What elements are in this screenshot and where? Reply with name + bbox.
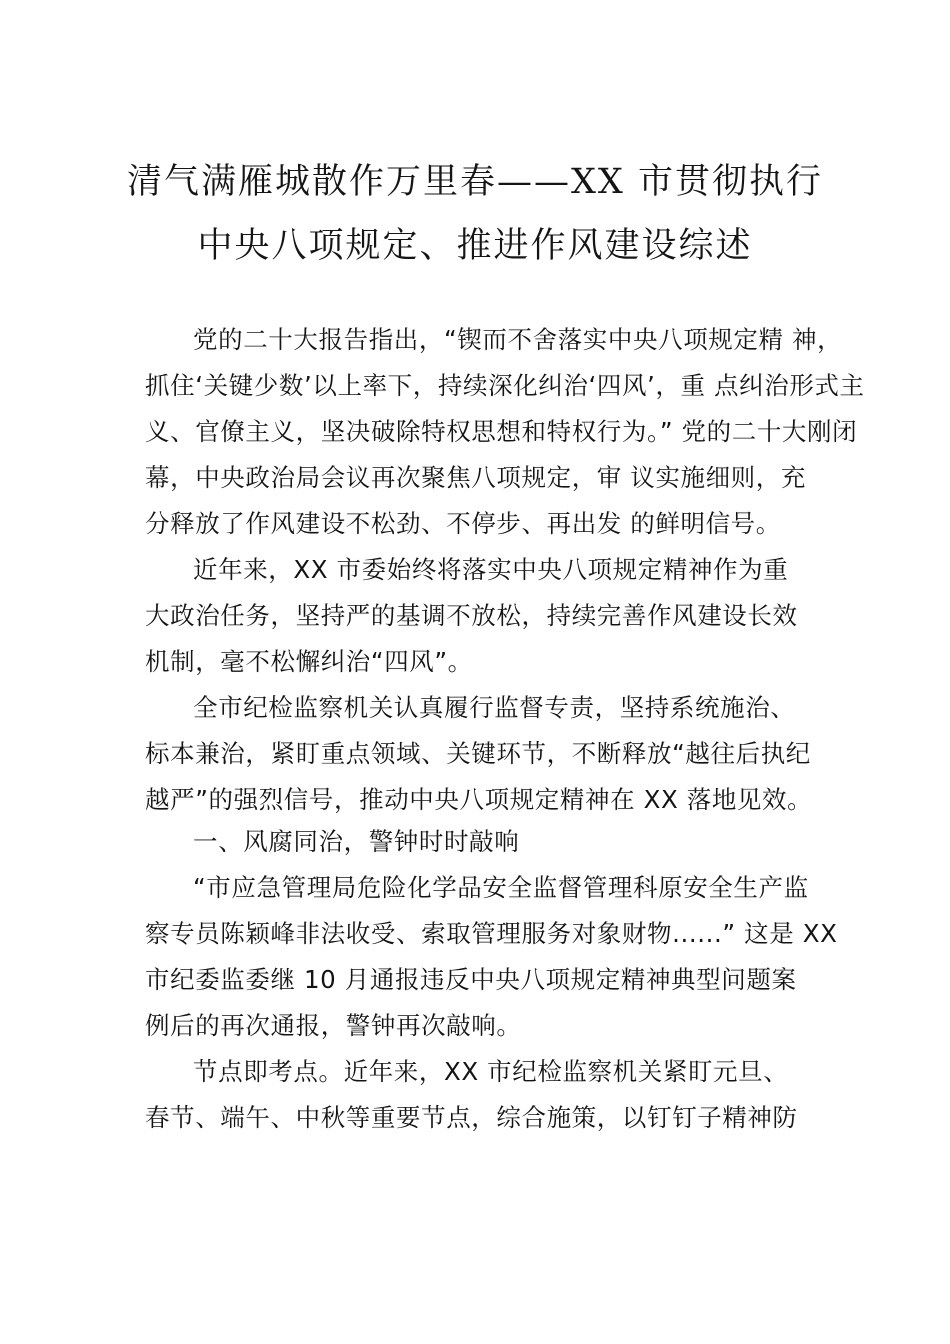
paragraph-5-line-1: 节点即考点。近年来，XX 市纪检监察机关紧盯元旦、 [193, 1057, 789, 1086]
paragraph-4-line-3: 市纪委监委继 10 月通报违反中央八项规定精神典型问题案 [145, 965, 797, 994]
paragraph-1-line-4: 幕，中央政治局会议再次聚焦八项规定，审 议实施细则，充 [145, 463, 806, 492]
paragraph-2-line-2: 大政治任务，坚持严的基调不放松，持续完善作风建设长效 [145, 601, 798, 630]
paragraph-4-line-2: 察专员陈颖峰非法收受、索取管理服务对象财物......” 这是 XX [145, 919, 838, 948]
paragraph-3-line-3: 越严”的强烈信号，推动中央八项规定精神在 XX 落地见效。 [145, 785, 813, 814]
document-title-line-2: 中央八项规定、推进作风建设综述 [197, 226, 753, 266]
paragraph-2-line-1: 近年来，XX 市委始终将落实中央八项规定精神作为重 [193, 555, 789, 584]
paragraph-3-line-2: 标本兼治，紧盯重点领域、关键环节，不断释放“越往后执纪 [145, 739, 811, 768]
paragraph-1-line-3: 义、官僚主义，坚决破除特权思想和特权行为。” 党的二十大刚闭 [145, 417, 858, 446]
paragraph-4-line-1: “市应急管理局危险化学品安全监督管理科原安全生产监 [193, 873, 809, 902]
section-heading-1: 一、风腐同治，警钟时时敲响 [193, 827, 520, 856]
paragraph-1-line-1: 党的二十大报告指出，“锲而不舍落实中央八项规定精 神， [193, 325, 843, 354]
paragraph-2-line-3: 机制，毫不松懈纠治“四风”。 [145, 647, 473, 676]
paragraph-5-line-2: 春节、端午、中秋等重要节点，综合施策，以钉钉子精神防 [145, 1103, 798, 1132]
paragraph-4-line-4: 例后的再次通报，警钟再次敲响。 [145, 1011, 522, 1040]
paragraph-1-line-2: 抓住‘关键少数’以上率下，持续深化纠治‘四风’，重 点纠治形式主 [145, 371, 865, 400]
document-title-line-1: 清气满雁城散作万里春——XX 市贯彻执行 [127, 162, 823, 202]
paragraph-1-line-5: 分释放了作风建设不松劲、不停步、再出发 的鲜明信号。 [145, 509, 781, 538]
paragraph-3-line-1: 全市纪检监察机关认真履行监督专责，坚持系统施治、 [193, 693, 796, 722]
